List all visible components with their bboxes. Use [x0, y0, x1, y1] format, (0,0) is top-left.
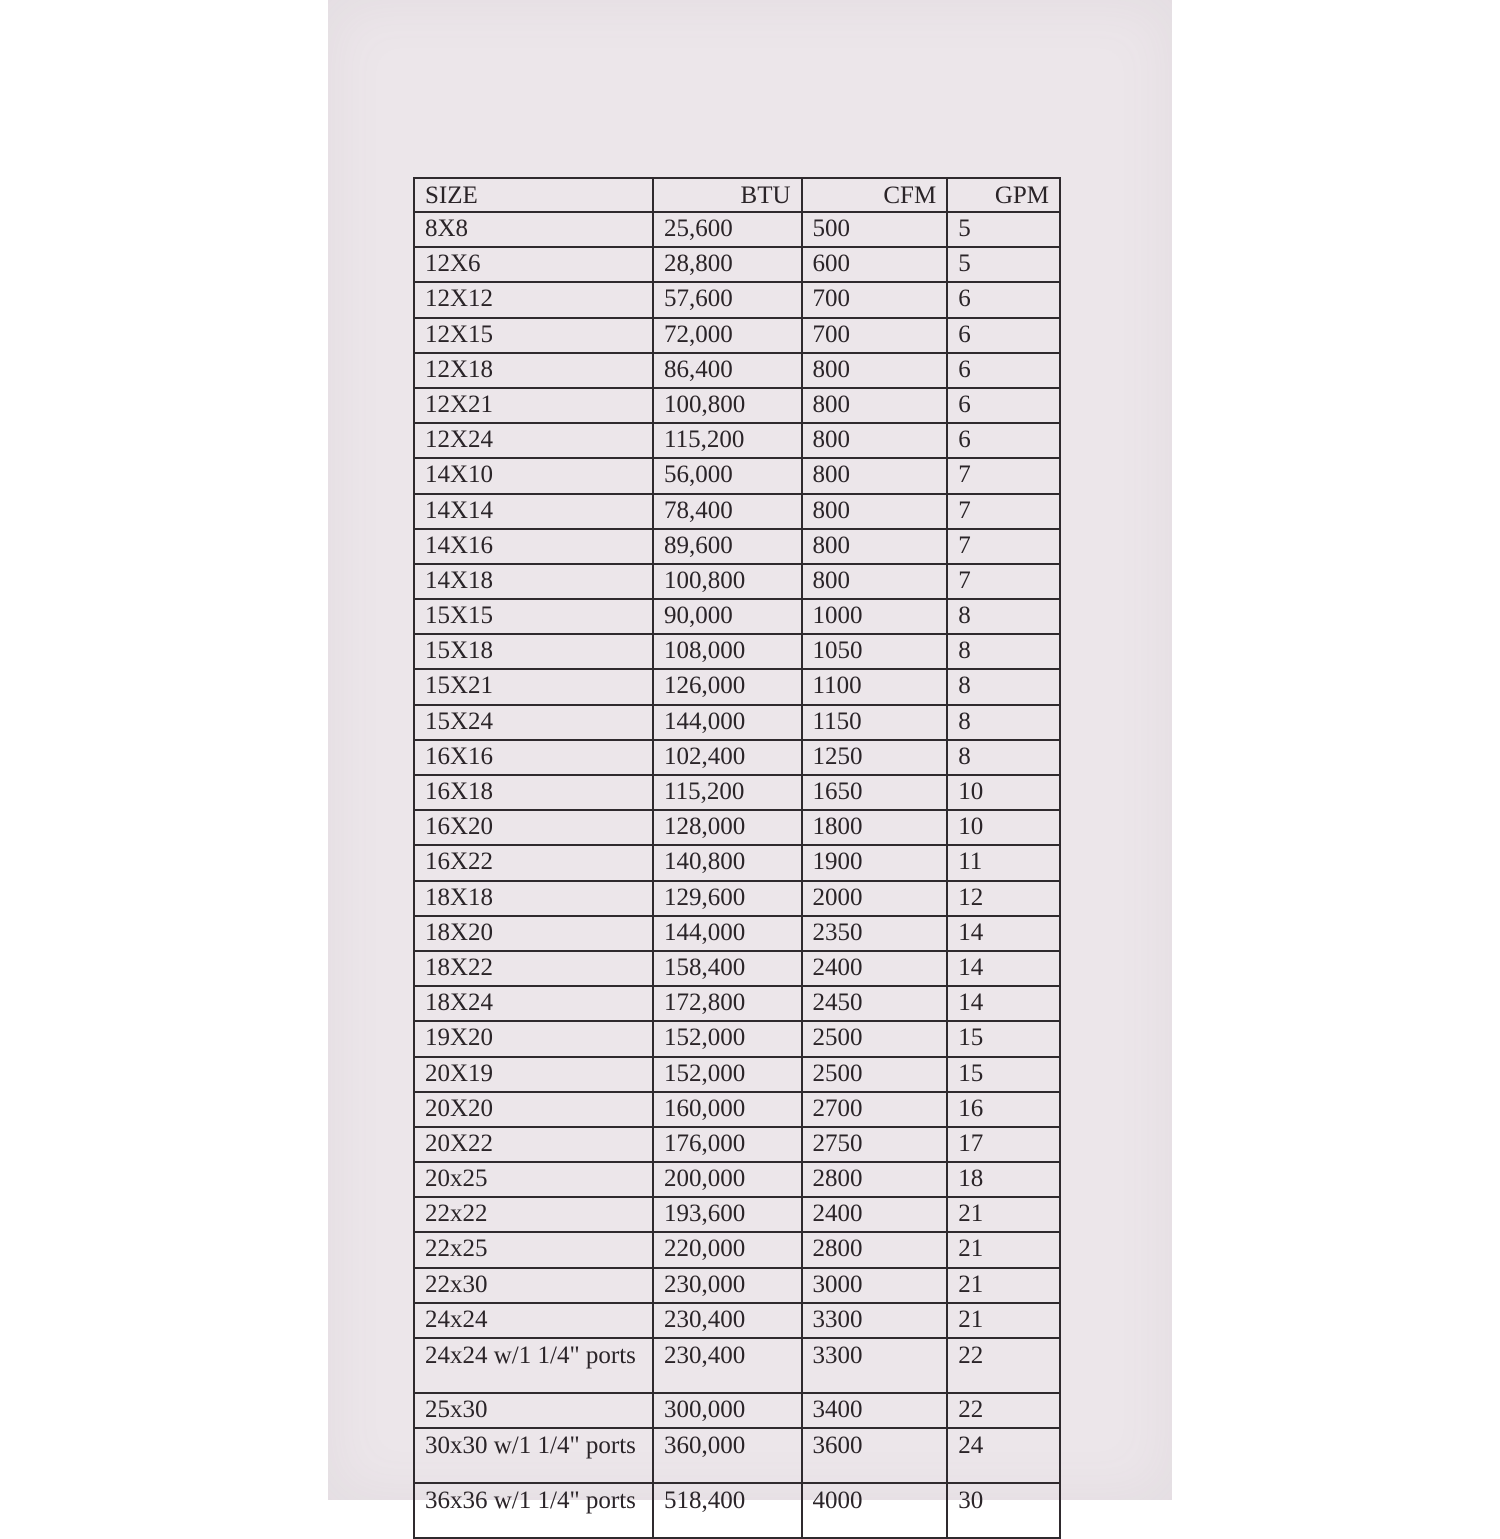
- cell-btu: 200,000: [653, 1162, 802, 1197]
- cell-size: 18X22: [414, 951, 653, 986]
- cell-size: 18X20: [414, 916, 653, 951]
- table-row: [414, 775, 1060, 810]
- cell-cfm: 2450: [802, 986, 948, 1021]
- coil-spec-table: [413, 177, 1061, 1539]
- cell-cfm: 800: [802, 529, 948, 564]
- table-row: [414, 1393, 1060, 1428]
- table-row: [414, 282, 1060, 317]
- cell-btu: 230,400: [653, 1303, 802, 1338]
- cell-gpm: 22: [947, 1393, 1060, 1428]
- cell-size: 16X20: [414, 810, 653, 845]
- cell-size: 36x36 w/1 1/4" ports: [414, 1483, 653, 1538]
- cell-gpm: 30: [947, 1483, 1060, 1538]
- table-row: [414, 740, 1060, 775]
- table-row: [414, 705, 1060, 740]
- coil-spec-table-container: [413, 177, 1061, 1539]
- cell-size: 18X18: [414, 881, 653, 916]
- cell-btu: 152,000: [653, 1021, 802, 1056]
- table-row: [414, 634, 1060, 669]
- cell-gpm: 21: [947, 1303, 1060, 1338]
- cell-gpm: 6: [947, 423, 1060, 458]
- table-row: [414, 1021, 1060, 1056]
- cell-cfm: 3600: [802, 1428, 948, 1483]
- cell-gpm: 7: [947, 564, 1060, 599]
- cell-cfm: 2500: [802, 1057, 948, 1092]
- cell-size: 12X12: [414, 282, 653, 317]
- cell-size: 20X20: [414, 1092, 653, 1127]
- cell-gpm: 8: [947, 599, 1060, 634]
- cell-btu: 300,000: [653, 1393, 802, 1428]
- cell-size: 18X24: [414, 986, 653, 1021]
- cell-size: 12X6: [414, 247, 653, 282]
- cell-gpm: 14: [947, 951, 1060, 986]
- cell-btu: 90,000: [653, 599, 802, 634]
- cell-cfm: 3300: [802, 1338, 948, 1393]
- cell-size: 16X22: [414, 845, 653, 880]
- cell-gpm: 14: [947, 916, 1060, 951]
- cell-btu: 102,400: [653, 740, 802, 775]
- cell-size: 14X14: [414, 494, 653, 529]
- cell-btu: 152,000: [653, 1057, 802, 1092]
- cell-gpm: 6: [947, 282, 1060, 317]
- cell-size: 19X20: [414, 1021, 653, 1056]
- cell-size: 15X24: [414, 705, 653, 740]
- cell-btu: 230,400: [653, 1338, 802, 1393]
- cell-gpm: 12: [947, 881, 1060, 916]
- cell-btu: 360,000: [653, 1428, 802, 1483]
- cell-gpm: 21: [947, 1197, 1060, 1232]
- cell-btu: 126,000: [653, 669, 802, 704]
- cell-btu: 160,000: [653, 1092, 802, 1127]
- cell-gpm: 8: [947, 669, 1060, 704]
- cell-btu: 57,600: [653, 282, 802, 317]
- cell-size: 20x25: [414, 1162, 653, 1197]
- cell-btu: 518,400: [653, 1483, 802, 1538]
- cell-btu: 115,200: [653, 423, 802, 458]
- table-row: [414, 1303, 1060, 1338]
- table-row: [414, 669, 1060, 704]
- cell-gpm: 14: [947, 986, 1060, 1021]
- cell-size: 22x25: [414, 1232, 653, 1267]
- cell-cfm: 1650: [802, 775, 948, 810]
- cell-cfm: 1900: [802, 845, 948, 880]
- cell-gpm: 17: [947, 1127, 1060, 1162]
- cell-cfm: 4000: [802, 1483, 948, 1538]
- cell-cfm: 1250: [802, 740, 948, 775]
- cell-btu: 89,600: [653, 529, 802, 564]
- cell-cfm: 3000: [802, 1268, 948, 1303]
- cell-btu: 86,400: [653, 353, 802, 388]
- cell-btu: 100,800: [653, 388, 802, 423]
- cell-cfm: 1800: [802, 810, 948, 845]
- cell-btu: 56,000: [653, 458, 802, 493]
- cell-btu: 128,000: [653, 810, 802, 845]
- cell-gpm: 16: [947, 1092, 1060, 1127]
- table-row: [414, 1338, 1060, 1393]
- header-btu: BTU: [653, 178, 802, 212]
- cell-cfm: 700: [802, 282, 948, 317]
- cell-btu: 230,000: [653, 1268, 802, 1303]
- table-row: [414, 916, 1060, 951]
- cell-cfm: 2000: [802, 881, 948, 916]
- cell-size: 20X22: [414, 1127, 653, 1162]
- table-row: [414, 1268, 1060, 1303]
- cell-gpm: 6: [947, 318, 1060, 353]
- cell-gpm: 7: [947, 529, 1060, 564]
- table-row: [414, 1162, 1060, 1197]
- table-row: [414, 810, 1060, 845]
- cell-cfm: 2350: [802, 916, 948, 951]
- cell-size: 12X18: [414, 353, 653, 388]
- cell-size: 14X18: [414, 564, 653, 599]
- cell-size: 24x24: [414, 1303, 653, 1338]
- cell-cfm: 1150: [802, 705, 948, 740]
- cell-size: 15X15: [414, 599, 653, 634]
- table-row: [414, 212, 1060, 247]
- cell-size: 20X19: [414, 1057, 653, 1092]
- cell-cfm: 2500: [802, 1021, 948, 1056]
- table-row: [414, 845, 1060, 880]
- cell-gpm: 6: [947, 353, 1060, 388]
- cell-size: 16X16: [414, 740, 653, 775]
- cell-cfm: 2800: [802, 1232, 948, 1267]
- cell-gpm: 8: [947, 705, 1060, 740]
- cell-btu: 140,800: [653, 845, 802, 880]
- table-row: [414, 1232, 1060, 1267]
- cell-btu: 144,000: [653, 705, 802, 740]
- cell-size: 15X21: [414, 669, 653, 704]
- table-row: [414, 599, 1060, 634]
- cell-size: 12X24: [414, 423, 653, 458]
- cell-size: 12X21: [414, 388, 653, 423]
- cell-gpm: 7: [947, 494, 1060, 529]
- cell-btu: 129,600: [653, 881, 802, 916]
- cell-gpm: 7: [947, 458, 1060, 493]
- cell-gpm: 18: [947, 1162, 1060, 1197]
- cell-gpm: 24: [947, 1428, 1060, 1483]
- cell-cfm: 800: [802, 494, 948, 529]
- table-row: [414, 247, 1060, 282]
- cell-cfm: 2750: [802, 1127, 948, 1162]
- table-row: [414, 353, 1060, 388]
- cell-btu: 115,200: [653, 775, 802, 810]
- cell-size: 16X18: [414, 775, 653, 810]
- cell-cfm: 800: [802, 353, 948, 388]
- cell-size: 24x24 w/1 1/4" ports: [414, 1338, 653, 1393]
- table-row: [414, 388, 1060, 423]
- table-row: [414, 423, 1060, 458]
- cell-gpm: 10: [947, 810, 1060, 845]
- cell-size: 30x30 w/1 1/4" ports: [414, 1428, 653, 1483]
- table-row: [414, 1057, 1060, 1092]
- cell-gpm: 5: [947, 247, 1060, 282]
- cell-btu: 28,800: [653, 247, 802, 282]
- cell-btu: 144,000: [653, 916, 802, 951]
- cell-cfm: 2400: [802, 951, 948, 986]
- cell-cfm: 1050: [802, 634, 948, 669]
- cell-cfm: 800: [802, 564, 948, 599]
- cell-cfm: 800: [802, 458, 948, 493]
- cell-size: 22x22: [414, 1197, 653, 1232]
- cell-btu: 108,000: [653, 634, 802, 669]
- cell-size: 15X18: [414, 634, 653, 669]
- cell-cfm: 800: [802, 423, 948, 458]
- cell-gpm: 8: [947, 634, 1060, 669]
- cell-cfm: 3400: [802, 1393, 948, 1428]
- cell-size: 8X8: [414, 212, 653, 247]
- cell-gpm: 15: [947, 1021, 1060, 1056]
- cell-size: 14X10: [414, 458, 653, 493]
- cell-cfm: 1000: [802, 599, 948, 634]
- header-row: [414, 178, 1060, 212]
- header-gpm: GPM: [947, 178, 1060, 212]
- table-row: [414, 458, 1060, 493]
- cell-gpm: 10: [947, 775, 1060, 810]
- cell-cfm: 700: [802, 318, 948, 353]
- table-row: [414, 318, 1060, 353]
- cell-size: 12X15: [414, 318, 653, 353]
- table-row: [414, 1092, 1060, 1127]
- table-row: [414, 564, 1060, 599]
- cell-gpm: 5: [947, 212, 1060, 247]
- cell-btu: 72,000: [653, 318, 802, 353]
- cell-cfm: 3300: [802, 1303, 948, 1338]
- cell-btu: 78,400: [653, 494, 802, 529]
- cell-size: 25x30: [414, 1393, 653, 1428]
- cell-btu: 25,600: [653, 212, 802, 247]
- cell-cfm: 2400: [802, 1197, 948, 1232]
- cell-btu: 158,400: [653, 951, 802, 986]
- table-row: [414, 986, 1060, 1021]
- cell-cfm: 500: [802, 212, 948, 247]
- header-cfm: CFM: [802, 178, 948, 212]
- cell-cfm: 2700: [802, 1092, 948, 1127]
- table-row: [414, 494, 1060, 529]
- table-row: [414, 1483, 1060, 1538]
- cell-btu: 172,800: [653, 986, 802, 1021]
- cell-gpm: 22: [947, 1338, 1060, 1393]
- cell-btu: 176,000: [653, 1127, 802, 1162]
- cell-gpm: 8: [947, 740, 1060, 775]
- table-row: [414, 1428, 1060, 1483]
- cell-cfm: 800: [802, 388, 948, 423]
- cell-cfm: 1100: [802, 669, 948, 704]
- table-row: [414, 1127, 1060, 1162]
- cell-cfm: 2800: [802, 1162, 948, 1197]
- cell-btu: 100,800: [653, 564, 802, 599]
- table-row: [414, 529, 1060, 564]
- cell-btu: 220,000: [653, 1232, 802, 1267]
- cell-btu: 193,600: [653, 1197, 802, 1232]
- cell-size: 22x30: [414, 1268, 653, 1303]
- table-row: [414, 881, 1060, 916]
- header-size: SIZE: [414, 178, 653, 212]
- cell-gpm: 21: [947, 1268, 1060, 1303]
- cell-gpm: 15: [947, 1057, 1060, 1092]
- table-row: [414, 1197, 1060, 1232]
- table-row: [414, 951, 1060, 986]
- cell-gpm: 21: [947, 1232, 1060, 1267]
- cell-gpm: 6: [947, 388, 1060, 423]
- cell-cfm: 600: [802, 247, 948, 282]
- cell-gpm: 11: [947, 845, 1060, 880]
- cell-size: 14X16: [414, 529, 653, 564]
